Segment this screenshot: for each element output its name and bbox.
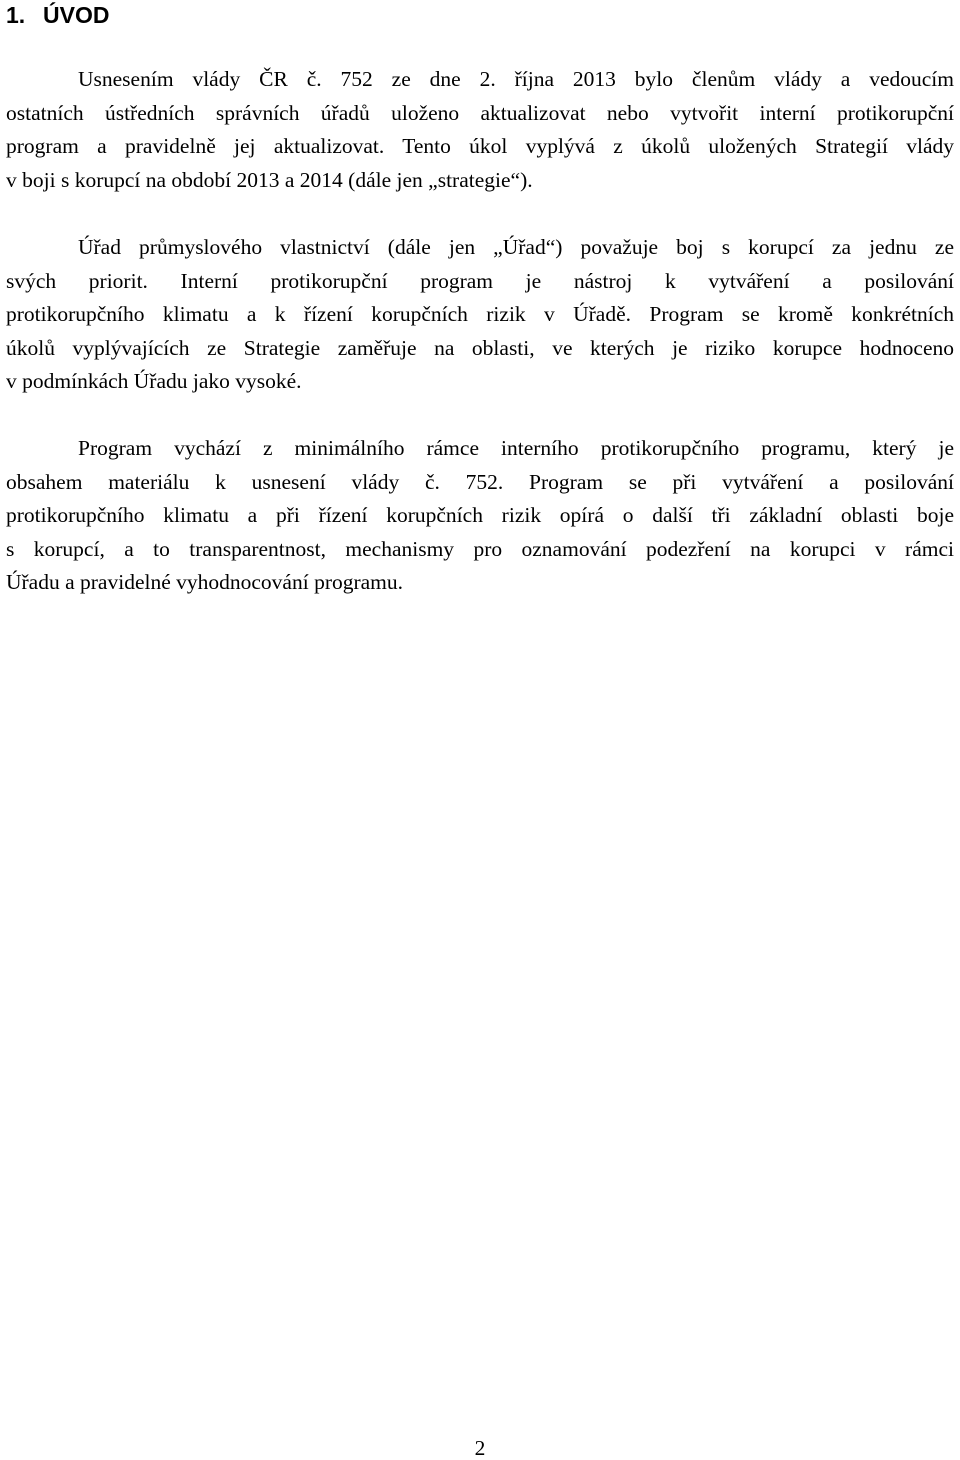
page-number: 2 [474, 1436, 486, 1460]
paragraph-line: Usnesením vlády ČR č. 752 ze dne 2. října 2013 bylo členům vlády a vedoucím [78, 67, 954, 91]
paragraph-line: obsahem materiálu k usnesení vlády č. 752. Program se při vytváření a posilování [6, 469, 954, 494]
paragraph-1 [6, 63, 954, 197]
paragraph-line: ostatních ústředních správních úřadů uloženo aktualizovat nebo vytvořit interní protikorupční [6, 100, 954, 125]
paragraph-line: protikorupčního klimatu a při řízení korupčních rizik opírá o další tři základní oblasti boje [6, 503, 954, 527]
section-title: ÚVOD [43, 2, 110, 28]
paragraph-line: úkolů vyplývajících ze Strategie zaměřuje na oblasti, ve kterých je riziko korupce hodnoceno [6, 335, 954, 360]
paragraph-line: v podmínkách Úřadu jako vysoké. [6, 369, 302, 393]
paragraph-3 [6, 432, 954, 600]
paragraph-line: Program vychází z minimálního rámce interního protikorupčního programu, který je [78, 436, 954, 460]
paragraph-line: s korupcí, a to transparentnost, mechanismy pro oznamování podezření na korupci v rámci [6, 536, 954, 561]
paragraph-line: program a pravidelně jej aktualizovat. Tento úkol vyplývá z úkolů uložených Strategií vlády [6, 134, 954, 158]
paragraph-line: svých priorit. Interní protikorupční program je nástroj k vytváření a posilování [6, 268, 954, 293]
paragraph-2 [6, 231, 954, 399]
section-number: 1. [6, 2, 26, 28]
paragraph-line: v boji s korupcí na období 2013 a 2014 (dále jen „strategie“). [6, 167, 533, 192]
paragraph-line: Úřadu a pravidelné vyhodnocování programu. [6, 570, 404, 594]
section-heading [6, 0, 109, 30]
paragraph-line: protikorupčního klimatu a k řízení korupčních rizik v Úřadě. Program se kromě konkrétních [6, 302, 954, 326]
paragraph-line: Úřad průmyslového vlastnictví (dále jen „Úřad“) považuje boj s korupcí za jednu ze [78, 235, 954, 259]
